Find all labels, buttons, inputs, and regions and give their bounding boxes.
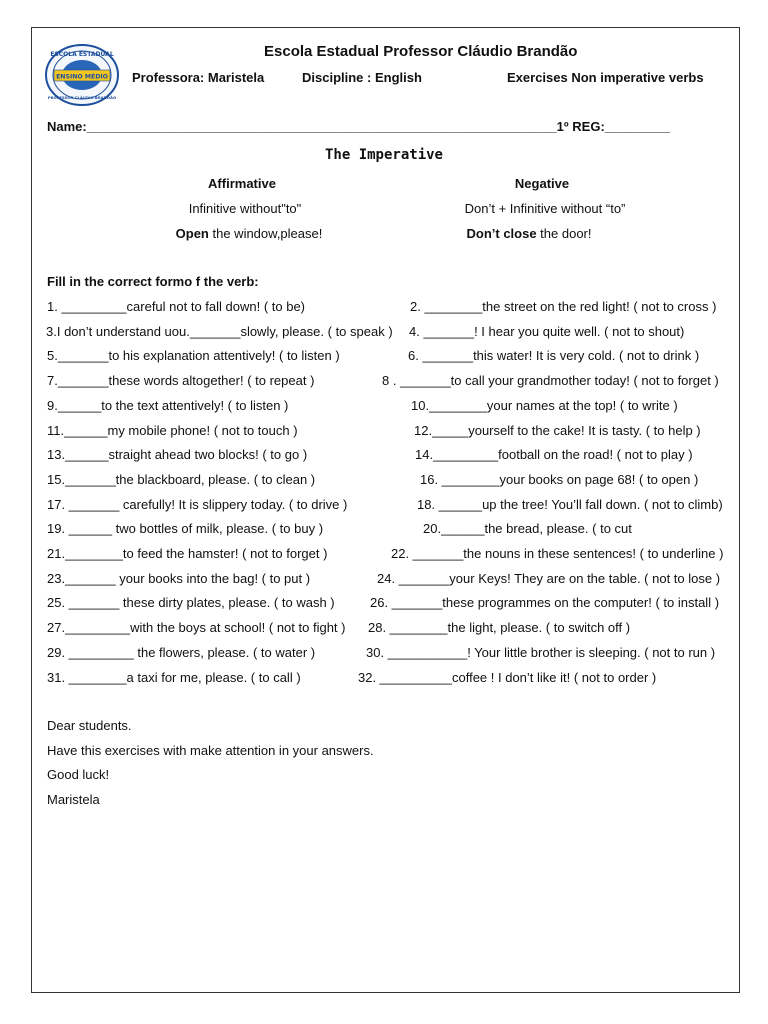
exercise-item: 30. ___________! Your little brother is sleeping. ( not to run ) (366, 644, 716, 660)
discipline-label: Discipline : English (302, 70, 422, 85)
exercises-label: Exercises Non imperative verbs (507, 70, 704, 85)
school-logo (44, 43, 120, 107)
exercise-item: 27._________with the boys at school! ( not to fight ) (47, 620, 346, 636)
svg-text:PROFESSOR CLÁUDIO BRANDÃO: PROFESSOR CLÁUDIO BRANDÃO (47, 95, 117, 100)
exercise-item: 31. ________a taxi for me, please. ( to call ) (47, 669, 301, 685)
svg-text:ENSINO MÉDIO: ENSINO MÉDIO (56, 73, 108, 81)
footer-line: Good luck! (47, 767, 110, 783)
exercise-item: 2. ________the street on the red light! ( not to cross ) (410, 299, 717, 314)
exercise-item: 21.________to feed the hamster! ( not to forget ) (47, 546, 328, 561)
exercise-item: 1. _________careful not to fall down! ( to be) (47, 299, 306, 314)
exercise-item: 15._______the blackboard, please. ( to clean ) (47, 471, 316, 487)
footer-line: Maristela (47, 791, 100, 807)
exercise-item: 18. ______up the tree! You’ll fall down. ( not to climb) (417, 496, 723, 512)
exercise-item: 7._______these words altogether! ( to repeat ) (47, 373, 315, 389)
school-name: Escola Estadual Professor Cláudio Brandão (264, 43, 578, 60)
exercise-item: 10.________your names at the top! ( to write ) (411, 397, 678, 413)
exercise-item: 11.______my mobile phone! ( not to touch ) (47, 422, 298, 438)
exercise-item: 9.______to the text attentively! ( to listen ) (47, 397, 289, 413)
exercise-item: 29. _________ the flowers, please. ( to water ) (47, 644, 316, 660)
affirmative-heading: Affirmative (208, 176, 276, 191)
exercise-item: 26. _______these programmes on the computer! ( to install ) (370, 595, 720, 611)
exercise-item: 32. __________coffee ! I don’t like it! ( not to order ) (358, 669, 657, 685)
exercise-item: 23._______ your books into the bag! ( to put ) (47, 570, 311, 586)
exercise-item: 12._____yourself to the cake! It is tasty. ( to help ) (414, 422, 701, 438)
affirmative-rule: Infinitive without"to" (188, 201, 302, 216)
exercise-item: 19. ______ two bottles of milk, please. ( to buy ) (47, 521, 324, 537)
exercise-item: 20.______the bread, please. ( to cut (423, 521, 632, 537)
exercise-item: 13.______straight ahead two blocks! ( to go ) (47, 447, 308, 463)
exercise-item: 24. _______your Keys! They are on the table. ( not to lose ) (377, 570, 721, 586)
teacher-label: Professora: Maristela (132, 70, 265, 85)
exercise-item: 16. ________your books on page 68! ( to open ) (420, 471, 699, 487)
exercise-item: 25. _______ these dirty plates, please. ( to wash ) (47, 595, 335, 611)
negative-example-verb: Don’t close (466, 226, 537, 241)
name-line: Name:_________________________________________________________________1º REG:_________ (47, 119, 670, 134)
negative-rule: Don’t + Infinitive without “to” (464, 201, 626, 216)
exercise-item: 17. _______ carefully! It is slippery today. ( to drive ) (47, 496, 348, 512)
footer-line: Dear students. (47, 718, 132, 733)
negative-example (466, 226, 591, 241)
exercise-item: 14._________football on the road! ( not to play ) (415, 447, 693, 463)
svg-text:ESCOLA ESTADUAL: ESCOLA ESTADUAL (50, 51, 114, 58)
affirmative-example-verb: Open (175, 226, 209, 241)
exercise-item: 8 . _______to call your grandmother today! ( not to forget ) (382, 373, 719, 389)
exercise-item: 4. _______! I hear you quite well. ( not to shout) (409, 323, 685, 339)
footer-line: Have this exercises with make attention in your answers. (47, 742, 374, 758)
exercise-item: 6. _______this water! It is very cold. ( not to drink ) (408, 348, 700, 364)
negative-example-rest: the door! (536, 226, 592, 241)
exercise-item: 3.I don’t understand uou._______slowly, please. ( to speak ) (46, 323, 393, 339)
exercise-item: 5._______to his explanation attentively! ( to listen ) (47, 348, 340, 364)
exercise-item: 28. ________the light, please. ( to switch off ) (368, 620, 631, 636)
affirmative-example (176, 226, 323, 241)
affirmative-example-rest: the window,please! (208, 226, 323, 241)
negative-heading: Negative (514, 176, 570, 191)
instruction: Fill in the correct formo f the verb: (47, 274, 259, 289)
page-title: The Imperative (324, 147, 443, 163)
exercise-item: 22. _______the nouns in these sentences! ( to underline ) (391, 546, 724, 561)
